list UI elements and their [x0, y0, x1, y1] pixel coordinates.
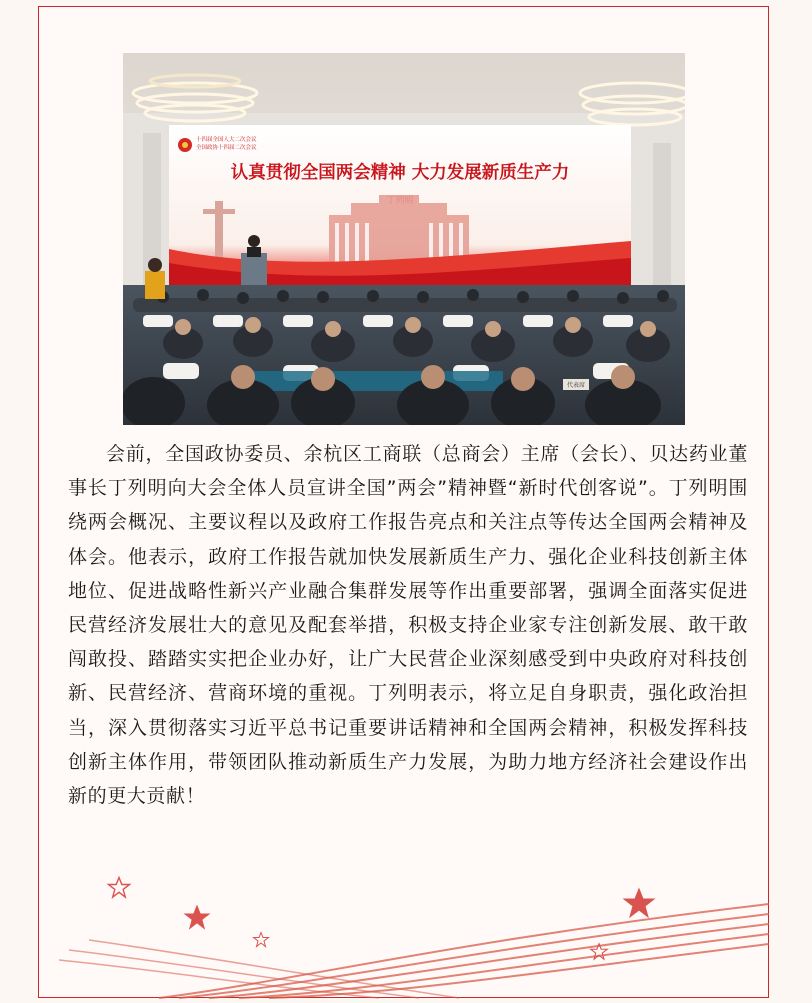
- conference-photo: [123, 53, 685, 425]
- article-body: 会前，全国政协委员、余杭区工商联（总商会）主席（会长）、贝达药业董事长丁列明向大会全体人员宣讲全国”两会”精神暨“新时代创客说”。丁列明围绕两会概况、主要议程以及政府工作报告亮点和关注点等传达全国两会精神及体会。他表示，政府工作报告就加快发展新质生产力、强化企业科技创新主体地位、促进战略性新兴产业融合集群发展等作出重要部署，强调全面落实促进民营经济发展壮大的意见及配套举措，积极支持企业家专注创新发展、敢干敢闯敢投、踏踏实实把企业办好，让广大民营企业深刻感受到中央政府对科技创新、民营经济、营商环境的重视。丁列明表示，将立足自身职责，强化政治担当，深入贯彻落实习近平总书记重要讲话精神和全国两会精神，积极发挥科技创新主体作用，带领团队推动新质生产力发展，为助力地方经济社会建设作出新的更大贡献！: [68, 443, 748, 808]
- footer-decoration: [39, 860, 770, 1000]
- name-card-label: 代表席: [566, 382, 586, 389]
- conference-photo-illustration: [123, 53, 685, 425]
- logo-line-1: 十四届全国人大二次会议: [196, 137, 257, 143]
- banner-title: 认真贯彻全国两会精神 大力发展新质生产力: [230, 163, 570, 183]
- podium: [241, 253, 267, 285]
- logo-line-2: 全国政协十四届二次会议: [196, 145, 257, 151]
- star-icon: [109, 878, 656, 960]
